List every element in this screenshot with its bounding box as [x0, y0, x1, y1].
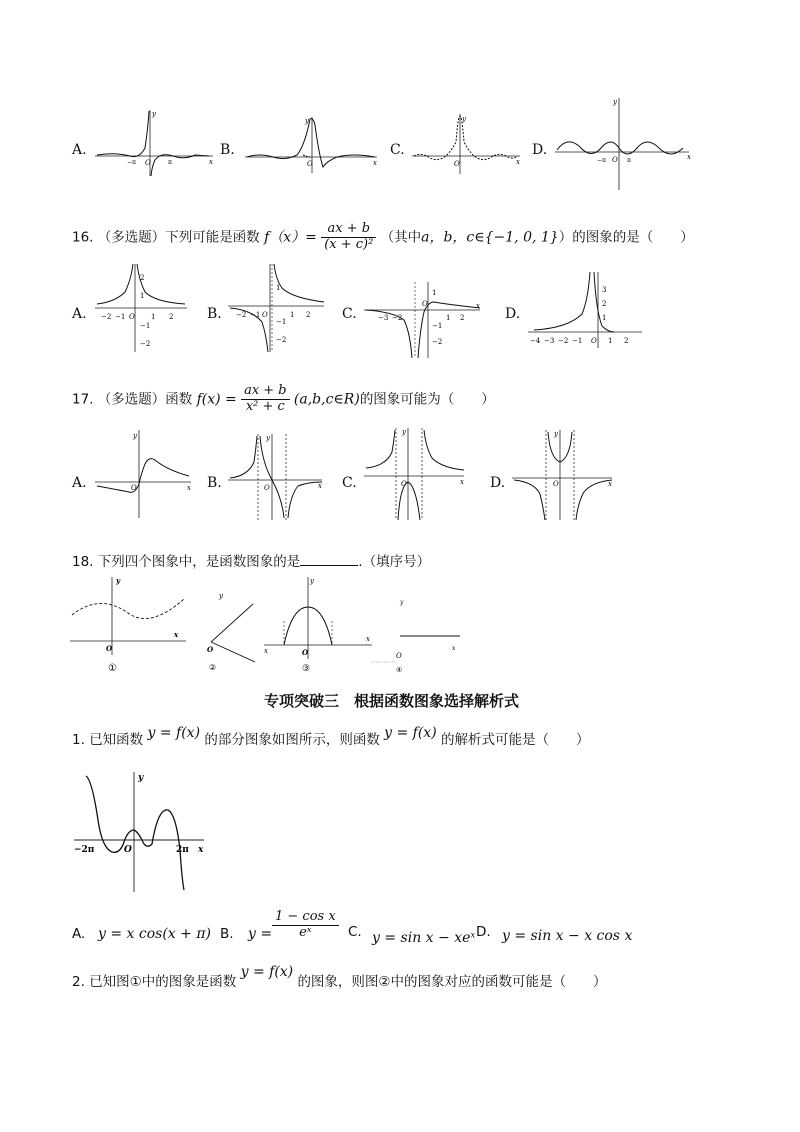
q18g2-origin: O — [207, 645, 214, 654]
q16-prefix: （多选题）下列可能是函数 — [97, 229, 260, 246]
s3q1-text1: 已知函数 — [89, 732, 144, 748]
q16-number: 16. — [72, 229, 94, 246]
q16a-1: 1 — [140, 292, 145, 300]
s3q1-option-b-den: eˣ — [299, 924, 312, 940]
q16a-xm2: −2 — [101, 313, 112, 321]
s3q2-text2: 的图象，则图②中的图象对应的函数可能是（ ） — [297, 974, 607, 990]
q15a-neg: −π — [127, 159, 136, 166]
q16c-origin: O — [422, 300, 428, 308]
q15-graph-c — [412, 112, 522, 176]
q16d-3: 3 — [602, 286, 607, 294]
q16a-xm1: −1 — [115, 313, 126, 321]
q17d-x: x — [608, 480, 612, 488]
q15c-x: x — [516, 158, 520, 166]
q16b-m1: −1 — [276, 318, 287, 326]
q15c-origin: O — [454, 160, 460, 168]
s3q1-graph — [72, 770, 212, 894]
q17c-origin: O — [401, 480, 407, 488]
q16-graph-c — [364, 280, 484, 360]
q18g2-circle: ② — [209, 663, 217, 672]
q18g3-xl: x — [264, 647, 268, 655]
q15d-pos: π — [627, 157, 631, 164]
s3q1-option-d-label: D. — [476, 924, 491, 940]
q17-graph-a — [95, 428, 195, 520]
q18g4-y: y — [400, 599, 404, 606]
q16-fname: f（x）= — [264, 229, 317, 246]
s3q1-text2: 的部分图象如图所示，则函数 — [204, 732, 380, 748]
q16a-m1: −1 — [140, 322, 151, 330]
q15b-origin: O — [307, 160, 313, 168]
q15-graph-b — [245, 115, 380, 175]
s3q1-func-1: y = f(x) — [147, 725, 201, 741]
s3q1-option-a-label: A. — [72, 926, 86, 942]
q18-text: 下列四个图象中，是函数图象的是 — [97, 554, 301, 570]
q15-option-d-label: D. — [532, 142, 548, 158]
q17-prefix: （多选题）函数 — [97, 391, 193, 408]
q16-frac-num: ax + b — [321, 222, 376, 238]
q17d-y: y — [554, 430, 558, 438]
s3q1-text3: 的解析式可能是（ ） — [440, 732, 590, 748]
section-title: 专项突破三 根据函数图象选择解析式 — [264, 692, 520, 710]
q15-option-b-label: B. — [220, 142, 235, 158]
q17-graph-b — [228, 432, 326, 522]
q16a-x1: 1 — [151, 313, 156, 321]
q17b-y: y — [266, 434, 270, 442]
q15-option-a-label: A. — [72, 142, 87, 158]
s3q1-pos: 2π — [176, 845, 189, 855]
q18g3-origin: O — [302, 648, 309, 657]
s3q1-option-a: y = x cos(x + π) — [98, 926, 211, 942]
q18g4-circle: ④ — [396, 666, 403, 674]
q16-graph-d — [528, 270, 646, 350]
q17-cond: (a,b,c∈R) — [293, 391, 360, 408]
q18g2-y: y — [219, 592, 223, 600]
q16b-xm2: −2 — [236, 311, 247, 319]
q17-frac-den: x² + c — [245, 398, 285, 414]
q16-set: {−1, 0, 1} — [484, 229, 559, 246]
s3q1-option-b-num: 1 − cos x — [272, 910, 339, 926]
q15d-neg: −π — [597, 157, 606, 164]
q16-suffix: ）的图象的是（ ） — [558, 229, 694, 246]
s3q1-option-b-lhs: y = — [248, 926, 273, 942]
q16c-x1: 1 — [446, 314, 451, 322]
q16-stem — [72, 222, 694, 253]
s3q1-option-c: y = sin x − xeˣ — [372, 930, 476, 946]
q15d-y: y — [613, 98, 617, 106]
q15-graph-a — [95, 108, 215, 178]
s3q2-stem — [72, 964, 607, 990]
q18g4-origin: O — [396, 652, 402, 660]
q17-frac-num: ax + b — [241, 384, 290, 400]
q18g3-y: y — [310, 577, 314, 585]
q16-frac-den: (x + c)² — [324, 236, 374, 252]
s3q1-stem — [72, 725, 590, 748]
q15a-pos: π — [168, 159, 172, 166]
q17-graph-d — [512, 428, 616, 522]
q18-number: 18. — [72, 554, 94, 570]
q18g1-circle: ① — [108, 663, 117, 674]
q16-option-c-label: C. — [342, 306, 357, 322]
s3q1-option-c-label: C. — [348, 924, 362, 940]
q18g1-y: y — [116, 576, 121, 585]
q18-graph-3 — [262, 575, 377, 675]
q16-option-d-label: D. — [505, 306, 521, 322]
q16c-m2: −2 — [432, 338, 443, 346]
q17-suffix: 的图象可能为（ ） — [359, 391, 495, 408]
s3q2-func: y = f(x) — [240, 964, 294, 980]
q18-graph-2 — [205, 590, 265, 675]
s3q1-option-d: y = sin x − x cos x — [502, 928, 633, 944]
q15a-origin: O — [145, 159, 151, 167]
q16-vars: a，b，c∈ — [421, 229, 485, 246]
q16d-1: 1 — [602, 314, 607, 322]
q16c-x: x — [476, 302, 480, 310]
q15b-y: y — [305, 117, 309, 125]
q16-mid: （其中 — [380, 229, 422, 246]
q18-answer-blank[interactable] — [300, 553, 358, 566]
q15a-x: x — [209, 158, 213, 166]
q16a-origin: O — [129, 313, 135, 321]
q16-graph-a — [95, 262, 190, 354]
q16d-x2: 2 — [624, 337, 629, 345]
q16a-m2: −2 — [140, 340, 151, 348]
q16b-m2: −2 — [276, 336, 287, 344]
q17-option-d-label: D. — [490, 475, 506, 491]
s3q1-func-2: y = f(x) — [384, 725, 437, 741]
q16-option-b-label: B. — [207, 306, 222, 322]
q16a-x2: 2 — [169, 313, 174, 321]
s3q1-neg: −2π — [74, 845, 95, 855]
q17a-y: y — [133, 432, 137, 440]
s3q1-x: x — [198, 845, 204, 855]
q17-fraction — [241, 384, 290, 415]
q18-graph-1 — [70, 575, 190, 675]
q17b-origin: O — [264, 484, 270, 492]
s3q1-option-b-label: B. — [220, 926, 234, 942]
q16-option-a-label: A. — [72, 306, 87, 322]
q17-stem — [72, 384, 495, 415]
s3q1-origin: O — [124, 845, 132, 855]
q18g3-circle: ③ — [302, 664, 311, 674]
q16c-xm2: −2 — [392, 314, 403, 322]
q16-fraction — [321, 222, 376, 253]
s3q2-number: 2. — [72, 974, 85, 990]
q17a-x: x — [187, 484, 191, 492]
q17a-origin: O — [131, 484, 137, 492]
q17-option-b-label: B. — [207, 475, 222, 491]
q17-option-c-label: C. — [342, 475, 357, 491]
q18g3-x: x — [366, 635, 370, 643]
q16d-xm2: −2 — [558, 337, 569, 345]
q16c-xm3: −3 — [378, 314, 389, 322]
q16a-2: 2 — [140, 274, 145, 282]
s3q2-text1: 已知图①中的图象是函数 — [89, 974, 237, 990]
q17-fname: f(x) = — [196, 391, 237, 408]
q15-graph-d — [555, 96, 693, 192]
q16d-origin: O — [591, 337, 597, 345]
q15-option-c-label: C. — [390, 142, 405, 158]
q17-number: 17. — [72, 391, 94, 408]
q16c-m1: −1 — [432, 322, 443, 330]
q15a-y: y — [152, 110, 156, 118]
q15b-x: x — [373, 159, 377, 167]
q18g1-x: x — [174, 630, 179, 639]
q16d-xm1: −1 — [572, 337, 583, 345]
q18g1-origin: O — [106, 644, 113, 653]
q17-graph-c — [364, 426, 468, 522]
q16d-2: 2 — [602, 300, 607, 308]
s3q1-number: 1. — [72, 732, 85, 748]
q18-stem — [72, 550, 430, 570]
q16b-1: 1 — [276, 284, 281, 292]
s3q1-option-b-frac — [272, 910, 339, 941]
q17b-x: x — [318, 482, 322, 490]
q18-graph-4 — [370, 592, 465, 674]
q17c-x: x — [460, 478, 464, 486]
q16c-1: 1 — [432, 289, 437, 297]
q16b-x2: 2 — [306, 311, 311, 319]
q17d-origin: O — [553, 480, 559, 488]
q15d-origin: O — [612, 156, 618, 164]
q16b-x1: 1 — [290, 311, 295, 319]
q17c-y: y — [402, 428, 406, 436]
q16b-origin: O — [262, 311, 268, 319]
q15d-x: x — [687, 153, 691, 161]
q16-graph-b — [228, 262, 328, 354]
q16d-xm4: −4 — [530, 337, 541, 345]
q16d-xm3: −3 — [544, 337, 555, 345]
q16d-x1: 1 — [608, 337, 613, 345]
q15c-y: y — [462, 115, 466, 123]
q16b-xm1: −1 — [250, 311, 261, 319]
q18-suffix: .（填序号） — [358, 554, 431, 570]
q18g4-x: x — [452, 645, 456, 652]
q17-option-a-label: A. — [72, 475, 87, 491]
s3q1-y: y — [138, 773, 144, 783]
q16c-x2: 2 — [460, 314, 465, 322]
